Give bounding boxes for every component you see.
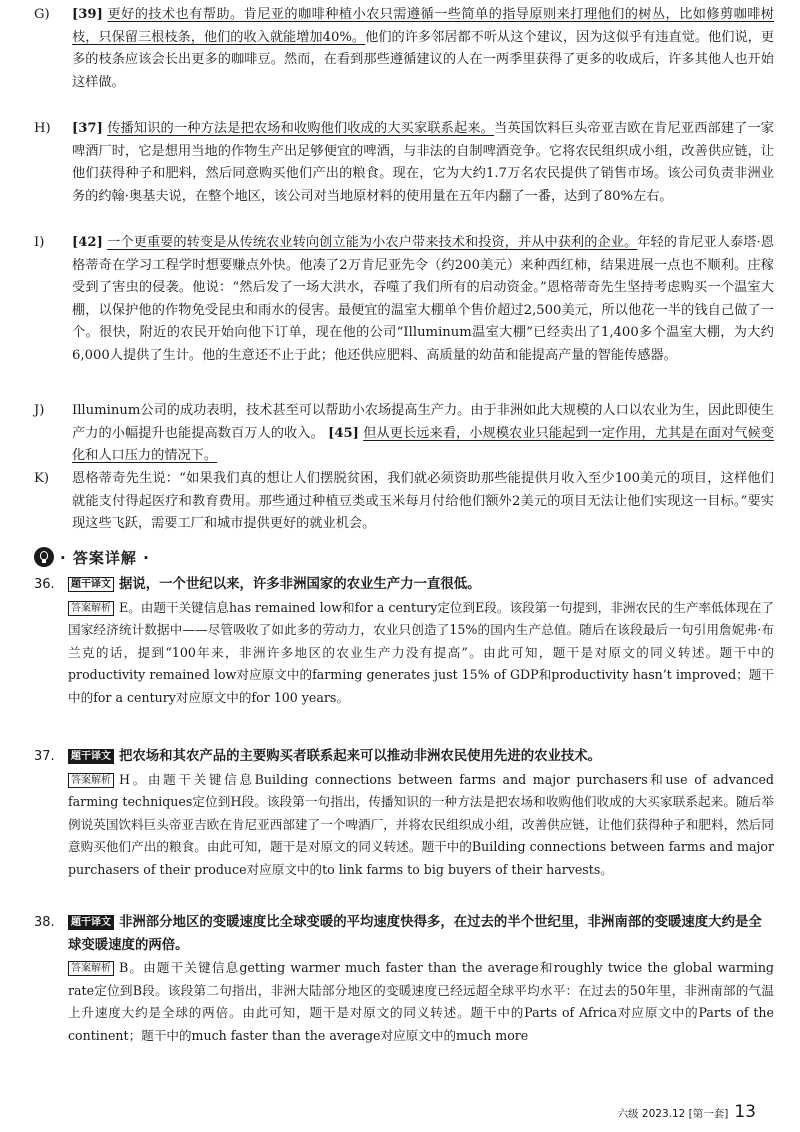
paragraph-label: G) <box>34 7 50 22</box>
paragraph-label: I) <box>34 235 45 250</box>
answer-analysis <box>68 957 774 1047</box>
stem-translation-tag: 题干译文 <box>68 577 114 592</box>
answer-analysis-tag: 答案解析 <box>68 773 114 788</box>
analysis-text: H。由题干关键信息Building connections between farms and major purchasers和use of advanced farming techniques定位到H段。该段第一句指出，传播知识的一种方法是把农场和收购他们收成的大买家联系起来。随后举例说英国饮料巨头帝亚吉欧在肯尼亚西部建了一个啤酒厂，并将农民组织成小组，改善供应链，让他们获得种子和肥料，然后同意购买他们产出的粮食。由此可知，题干是对原文的同义转述。题干中的Building connections between farms and major purchasers of their produce对应原文中的to link farms to big buyers of their harvests。 <box>68 771 774 877</box>
paragraph-text: 当英国饮料巨头帝亚吉欧在肯尼亚西部建了一家啤酒厂时，它是想用当地的作物生产出足够便宜的啤酒，与非法的自制啤酒竞争。它将农民组织成小组，改善供应链，让他们获得种子和肥料，然后同意购买他们产出的粮食。现在，它为大约1.7万名农民提供了销售市场。该公司负责非洲业务的约翰·奥基夫说，在整个地区，该公司对当地原材料的使用量在五年内翻了一番，达到了80%左右。 <box>72 121 774 204</box>
question-stem <box>68 574 774 597</box>
paragraph-label: J) <box>34 403 45 418</box>
stem-translation-tag: 题干译文 <box>68 915 114 930</box>
paragraph-label: H) <box>34 121 51 136</box>
analysis-text: B。由题干关键信息getting warmer much faster than the average和roughly twice the global warming rate定位到B段。该段第二句指出，非洲大陆部分地区的变暖速度已经远超全球平均水平：在过去的50年里，非洲南部的气温上升速度大约是全球的两倍。由此可知，题干是对原文的同义转述。题干中的Parts of Africa对应原文中的Parts of the continent；题干中的much faster than the average对应原文中的much more <box>68 960 774 1043</box>
answer-analysis-tag: 答案解析 <box>68 601 114 616</box>
underlined-sentence: 传播知识的一种方法是把农场和收购他们收成的大买家联系起来。 <box>107 121 495 136</box>
question-ref: [39] <box>72 7 103 22</box>
underlined-sentence: 一个更重要的转变是从传统农业转向创立能为小农户带来技术和投资，并从中获利的企业。 <box>107 235 638 250</box>
paragraph-body <box>72 400 774 468</box>
stem-translation-tag: 题干译文 <box>68 749 114 764</box>
paragraph-g <box>34 4 774 94</box>
analysis-text: E。由题干关键信息has remained low和for a century定位到E段。该段第一句提到，非洲农民的生产率低体现在了国家经济统计数据中——尽管吸收了如此多的劳动力，农业只创造了15%的国内生产总值。随后在该段最后一句引用詹妮弗·布兰克的话，提到“100年来，非洲许多地区的农业生产力没有提高”。由此可知，题干是对原文的同义转述。题干中的productivity remained low对应原文中的farming generates just 15% of GDP和productivity hasn’t improved；题干中的for a century对应原文中的for 100 years。 <box>68 599 774 705</box>
question-ref: [37] <box>72 121 103 136</box>
paragraph-i <box>34 232 774 367</box>
stem-text: 非洲部分地区的变暖速度比全球变暖的平均速度快得多，在过去的半个世纪里，非洲南部的变暖速度大约是全球变暖速度的两倍。 <box>68 915 762 953</box>
question-stem <box>68 912 774 957</box>
stem-text: 据说，一个世纪以来，许多非洲国家的农业生产力一直很低。 <box>119 577 481 592</box>
page-footer <box>618 1102 756 1122</box>
question-stem <box>68 746 774 769</box>
answer-analysis-tag: 答案解析 <box>68 961 114 976</box>
answer-section-title <box>34 544 150 570</box>
page-number: 13 <box>734 1102 756 1122</box>
answer-analysis <box>68 769 774 882</box>
paragraph-h <box>34 118 774 208</box>
answer-analysis <box>68 597 774 710</box>
paragraph-label: K) <box>34 471 49 486</box>
paragraph-body <box>72 118 774 208</box>
paragraph-text: 恩格蒂奇先生说：“如果我们真的想让人们摆脱贫困，我们就必须资助那些能提供月收入至少100美元的项目，这样他们就能支付得起医疗和教育费用。那些通过种植豆类或玉米每月付给他们额外2美元的项目无法让他们实现这一目标。”要实现这些飞跃，需要工厂和城市提供更好的就业机会。 <box>72 471 774 531</box>
paragraph-k <box>34 468 774 536</box>
paragraph-j <box>34 400 774 468</box>
question-ref: [45] <box>328 425 359 441</box>
question-36 <box>34 574 774 709</box>
paragraph-text: Illuminum公司的成功表明，技术甚至可以帮助小农场提高生产力。由于非洲如此大规模的人口以农业为生，因此即使生产力的小幅提升也能提高数百万人的收入。 <box>72 403 774 441</box>
question-number: 37. <box>34 749 55 764</box>
question-38 <box>34 912 774 1047</box>
footer-info: 六级 2023.12 [第一套] <box>617 1108 729 1120</box>
question-number: 38. <box>34 915 55 930</box>
paragraph-text: 他们的许多邻居都不听从这个建议，因为这似乎有违直觉。他们说，更多的枝条应该会长出更多的咖啡豆。然而，在看到那些遵循建议的人在一两季里获得了更多的收成后，许多其他人也开始这样做。 <box>72 29 775 90</box>
paragraph-body <box>72 232 774 367</box>
paragraph-text: 年轻的肯尼亚人泰塔·恩格蒂奇在学习工程学时想要赚点外快。他凑了2万肯尼亚先令（约200美元）来种西红柿，结果进展一点也不顺利。庄稼受到了害虫的侵袭。他说：“然后发了一场大洪水，吞噬了我们所有的启动资金。”恩格蒂奇先生坚持考虑购买一个温室大棚，以保护他的作物免受昆虫和雨水的侵害。最便宜的温室大棚单个售价超过2,500美元，所以他花一半的钱自己做了一个。很快，附近的农民开始向他下订单，现在他的公司“Illuminum温室大棚”已经卖出了1,400多个温室大棚，为大约6,000人提供了生计。他的生意还不止于此；他还供应肥料、高质量的幼苗和能提高产量的智能传感器。 <box>72 235 774 363</box>
question-ref: [42] <box>72 235 103 250</box>
question-37 <box>34 746 774 881</box>
question-number: 36. <box>34 577 55 592</box>
lightbulb-icon <box>34 547 54 567</box>
underlined-sentence: 更好的技术也有帮助。肯尼亚的咖啡种植小农只需遵循一些简单的指导原则来打理他们的树丛，比如修剪咖啡树枝，只保留三根枝条，他们的收入就能增加40%。 <box>72 7 774 45</box>
stem-text: 把农场和其农产品的主要购买者联系起来可以推动非洲农民使用先进的农业技术。 <box>119 749 602 764</box>
paragraph-body <box>72 468 774 536</box>
section-title-text: · 答案详解 · <box>60 548 150 567</box>
underlined-sentence: 但从更长远来看，小规模农业只能起到一定作用，尤其是在面对气候变化和人口压力的情况下。 <box>72 425 774 463</box>
paragraph-body <box>72 4 774 94</box>
